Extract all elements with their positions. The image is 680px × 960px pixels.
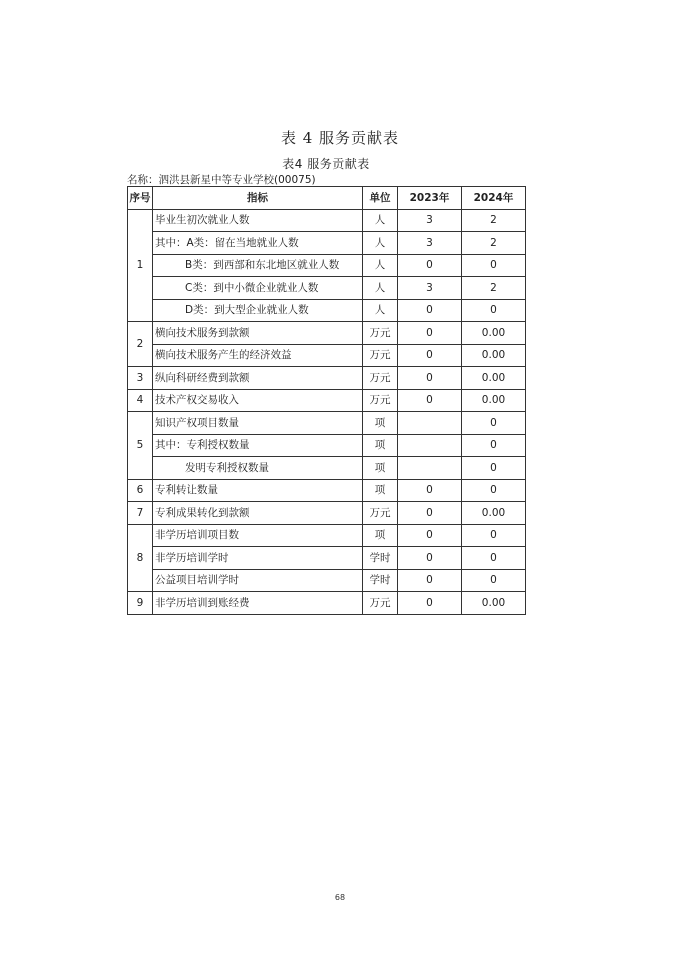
page-heading: 表 4 服务贡献表	[280, 129, 400, 147]
seq-cell: 4	[128, 389, 153, 412]
value-2024-cell: 0.00	[462, 592, 526, 615]
unit-cell: 人	[363, 232, 398, 255]
seq-cell: 2	[128, 322, 153, 367]
value-2024-cell: 0	[462, 479, 526, 502]
value-2023-cell: 0	[398, 547, 462, 570]
indicator-cell: 发明专利授权数量	[153, 457, 363, 480]
value-2023-cell: 0	[398, 479, 462, 502]
seq-cell: 8	[128, 524, 153, 592]
table-row	[128, 209, 526, 232]
indicator-cell: 纵向科研经费到款额	[153, 367, 363, 390]
seq-cell: 9	[128, 592, 153, 615]
value-2024-cell: 0.00	[462, 502, 526, 525]
table-row	[128, 412, 526, 435]
unit-cell: 万元	[363, 502, 398, 525]
value-2024-cell: 0	[462, 569, 526, 592]
unit-cell: 项	[363, 412, 398, 435]
table-row	[128, 547, 526, 570]
table-row	[128, 389, 526, 412]
value-2024-cell: 0	[462, 547, 526, 570]
value-2024-cell: 2	[462, 209, 526, 232]
unit-cell: 万元	[363, 367, 398, 390]
school-name: 名称：泗洪县新星中等专业学校(00075)	[127, 174, 316, 186]
unit-cell: 项	[363, 457, 398, 480]
value-2023-cell: 3	[398, 232, 462, 255]
table-row	[128, 479, 526, 502]
indicator-cell: 专利转让数量	[153, 479, 363, 502]
header-unit: 单位	[363, 187, 398, 210]
value-2023-cell: 0	[398, 569, 462, 592]
table-row	[128, 367, 526, 390]
value-2023-cell: 0	[398, 524, 462, 547]
value-2023-cell	[398, 457, 462, 480]
value-2024-cell: 0	[462, 524, 526, 547]
value-2023-cell	[398, 434, 462, 457]
table-row	[128, 299, 526, 322]
indicator-cell: 其中：A类：留在当地就业人数	[153, 232, 363, 255]
header-2024: 2024年	[462, 187, 526, 210]
indicator-cell: 技术产权交易收入	[153, 389, 363, 412]
table-row	[128, 457, 526, 480]
value-2024-cell: 0	[462, 254, 526, 277]
header-row	[128, 187, 526, 210]
value-2023-cell: 0	[398, 367, 462, 390]
unit-cell: 人	[363, 209, 398, 232]
indicator-cell: 知识产权项目数量	[153, 412, 363, 435]
value-2024-cell: 0.00	[462, 389, 526, 412]
indicator-cell: 非学历培训学时	[153, 547, 363, 570]
unit-cell: 项	[363, 479, 398, 502]
indicator-cell: 非学历培训到账经费	[153, 592, 363, 615]
value-2023-cell: 0	[398, 389, 462, 412]
value-2024-cell: 0	[462, 457, 526, 480]
value-2023-cell: 0	[398, 299, 462, 322]
seq-cell: 1	[128, 209, 153, 322]
unit-cell: 人	[363, 254, 398, 277]
value-2024-cell: 0.00	[462, 344, 526, 367]
seq-cell: 7	[128, 502, 153, 525]
indicator-cell: 横向技术服务产生的经济效益	[153, 344, 363, 367]
unit-cell: 项	[363, 434, 398, 457]
value-2023-cell: 3	[398, 277, 462, 300]
value-2023-cell: 3	[398, 209, 462, 232]
indicator-cell: 专利成果转化到款额	[153, 502, 363, 525]
table-row	[128, 322, 526, 345]
indicator-cell: D类：到大型企业就业人数	[153, 299, 363, 322]
value-2024-cell: 0.00	[462, 322, 526, 345]
header-2023: 2023年	[398, 187, 462, 210]
value-2023-cell: 0	[398, 344, 462, 367]
value-2023-cell: 0	[398, 254, 462, 277]
table-row	[128, 592, 526, 615]
table-row	[128, 232, 526, 255]
indicator-cell: C类：到中小微企业就业人数	[153, 277, 363, 300]
unit-cell: 项	[363, 524, 398, 547]
service-contribution-table	[127, 186, 526, 615]
seq-cell: 5	[128, 412, 153, 480]
table-row	[128, 254, 526, 277]
seq-cell: 3	[128, 367, 153, 390]
header-indicator: 指标	[153, 187, 363, 210]
table-row	[128, 277, 526, 300]
indicator-cell: B类：到西部和东北地区就业人数	[153, 254, 363, 277]
table-row	[128, 569, 526, 592]
unit-cell: 人	[363, 299, 398, 322]
unit-cell: 万元	[363, 344, 398, 367]
unit-cell: 学时	[363, 547, 398, 570]
value-2024-cell: 0	[462, 434, 526, 457]
value-2023-cell: 0	[398, 592, 462, 615]
table-row	[128, 434, 526, 457]
value-2023-cell: 0	[398, 322, 462, 345]
table-title: 表4 服务贡献表	[282, 157, 370, 171]
value-2024-cell: 2	[462, 277, 526, 300]
table-row	[128, 344, 526, 367]
indicator-cell: 其中：专利授权数量	[153, 434, 363, 457]
unit-cell: 学时	[363, 569, 398, 592]
value-2024-cell: 2	[462, 232, 526, 255]
indicator-cell: 公益项目培训学时	[153, 569, 363, 592]
seq-cell: 6	[128, 479, 153, 502]
unit-cell: 万元	[363, 592, 398, 615]
unit-cell: 人	[363, 277, 398, 300]
page-number: 68	[334, 893, 346, 902]
value-2024-cell: 0.00	[462, 367, 526, 390]
table-row	[128, 502, 526, 525]
indicator-cell: 毕业生初次就业人数	[153, 209, 363, 232]
value-2024-cell: 0	[462, 412, 526, 435]
indicator-cell: 横向技术服务到款额	[153, 322, 363, 345]
indicator-cell: 非学历培训项目数	[153, 524, 363, 547]
unit-cell: 万元	[363, 389, 398, 412]
value-2023-cell: 0	[398, 502, 462, 525]
unit-cell: 万元	[363, 322, 398, 345]
value-2023-cell	[398, 412, 462, 435]
table-row	[128, 524, 526, 547]
value-2024-cell: 0	[462, 299, 526, 322]
header-seq: 序号	[128, 187, 153, 210]
